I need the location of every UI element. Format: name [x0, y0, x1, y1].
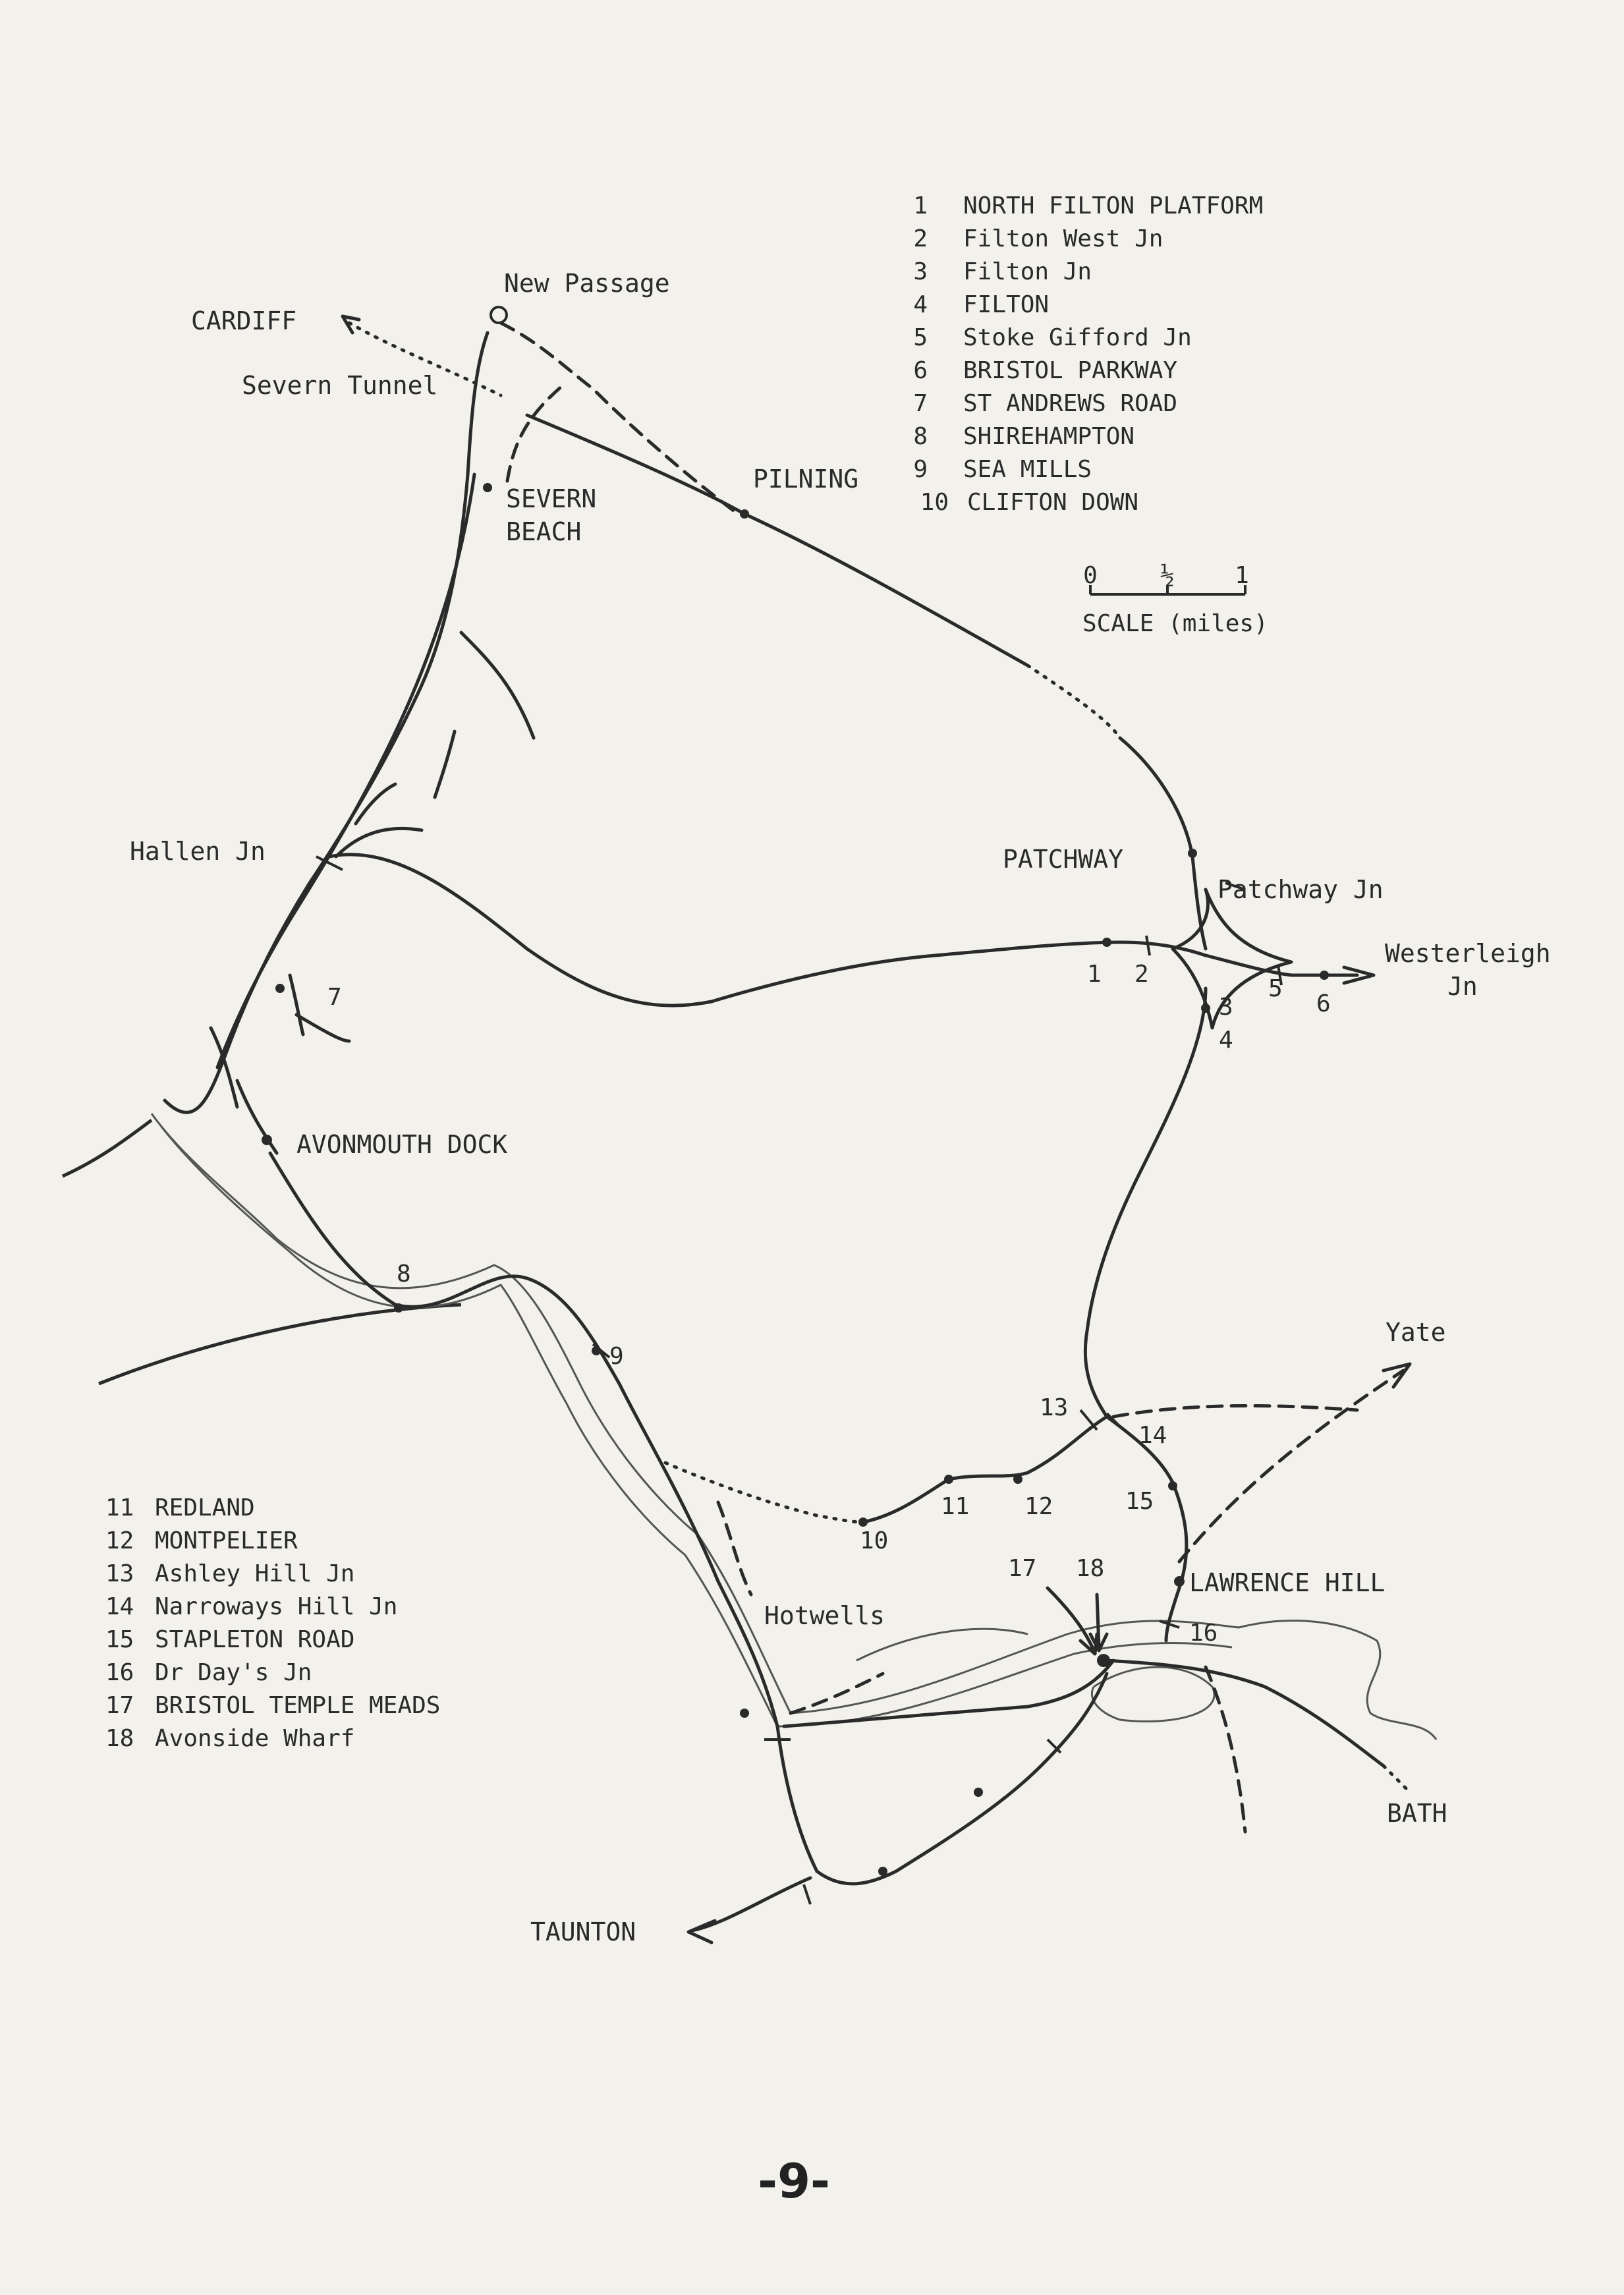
key-num: 10 — [920, 489, 949, 516]
line-dashed-south — [1206, 1667, 1245, 1832]
key-south — [105, 1494, 440, 1752]
line-clifton-down — [863, 1417, 1107, 1522]
key-name: Filton West Jn — [963, 225, 1163, 252]
key-num: 13 — [105, 1560, 134, 1587]
map-num-18: 18 — [1076, 1555, 1105, 1582]
key-name: Dr Day's Jn — [155, 1659, 312, 1686]
map-num-15: 15 — [1125, 1488, 1154, 1515]
key-num: 14 — [105, 1593, 134, 1620]
key-name: MONTPELIER — [155, 1527, 298, 1554]
label-yate: Yate — [1386, 1318, 1446, 1347]
severn-coastline — [99, 1305, 461, 1384]
map-num-4: 4 — [1219, 1027, 1233, 1054]
map-num-7: 7 — [327, 984, 342, 1011]
label-pilning: PILNING — [753, 465, 859, 494]
feeder-canal — [856, 1629, 1028, 1660]
map-num-5: 5 — [1268, 975, 1283, 1002]
key-num: 9 — [913, 456, 928, 483]
line-yate — [1113, 1405, 1357, 1417]
line-patchway-filton — [1028, 666, 1120, 738]
key-name: ST ANDREWS ROAD — [963, 390, 1178, 417]
key-north — [913, 192, 1263, 516]
key-name: Stoke Gifford Jn — [963, 324, 1192, 351]
line-temple-bath — [1107, 1660, 1384, 1766]
line-severn-beach-inner — [217, 474, 474, 1067]
line-narroways-stapleton — [1107, 1417, 1187, 1641]
key-num: 16 — [105, 1659, 134, 1686]
line-new-passage-spur — [507, 382, 567, 481]
label-avonmouth-dock: AVONMOUTH DOCK — [296, 1130, 508, 1159]
arrow-17 — [1048, 1588, 1097, 1654]
floating-harbour — [1092, 1667, 1214, 1722]
label-hallen-jn: Hallen Jn — [130, 837, 266, 866]
line-hallen-filton — [329, 855, 1206, 1006]
key-num: 5 — [913, 324, 928, 351]
arrow-18 — [1090, 1595, 1107, 1651]
line-dockside — [784, 1660, 1113, 1726]
hallen-sidings — [336, 633, 534, 857]
label-severn-beach-1: SEVERN — [506, 484, 597, 513]
map-num-1: 1 — [1087, 961, 1102, 988]
label-westerleigh-2: Jn — [1447, 972, 1478, 1001]
line-to-bath — [1384, 1766, 1410, 1792]
line-taunton — [777, 1674, 1107, 1884]
key-num: 12 — [105, 1527, 134, 1554]
key-name: BRISTOL PARKWAY — [963, 357, 1178, 384]
label-westerleigh-1: Westerleigh — [1385, 939, 1551, 968]
key-num: 2 — [913, 225, 928, 252]
page-number: -9- — [758, 2153, 830, 2209]
label-cardiff: CARDIFF — [191, 306, 297, 335]
key-num: 6 — [913, 357, 928, 384]
scale-tick-half: ½ — [1160, 562, 1175, 589]
avon-coast — [63, 1120, 152, 1176]
label-lawrence-hill: LAWRENCE HILL — [1189, 1568, 1386, 1597]
key-name: STAPLETON ROAD — [155, 1626, 355, 1653]
scale-tick-1: 1 — [1235, 562, 1249, 589]
line-severn-beach — [165, 333, 488, 1112]
key-name: CLIFTON DOWN — [967, 489, 1139, 516]
key-num: 3 — [913, 258, 928, 285]
scale-caption: SCALE (miles) — [1082, 610, 1268, 637]
key-num: 4 — [913, 291, 928, 318]
scale-bar — [1082, 562, 1268, 637]
key-name: REDLAND — [155, 1494, 255, 1521]
map-num-14: 14 — [1138, 1422, 1167, 1449]
line-clifton-tunnel — [665, 1463, 863, 1522]
key-name: Ashley Hill Jn — [155, 1560, 355, 1587]
map-num-17: 17 — [1008, 1555, 1037, 1582]
key-name: SEA MILLS — [963, 456, 1092, 483]
label-severn-beach-2: BEACH — [506, 517, 582, 546]
line-patchway-south — [1120, 738, 1206, 949]
map-num-9: 9 — [609, 1343, 624, 1370]
key-name: Filton Jn — [963, 258, 1092, 285]
key-num: 18 — [105, 1725, 134, 1752]
map-num-16: 16 — [1189, 1620, 1218, 1647]
line-tunnel-patchway — [527, 415, 1028, 666]
map-num-2: 2 — [1134, 961, 1149, 988]
scale-tick-0: 0 — [1083, 562, 1098, 589]
key-num: 7 — [913, 390, 928, 417]
key-num: 17 — [105, 1692, 134, 1719]
key-num: 1 — [913, 192, 928, 219]
key-num: 15 — [105, 1626, 134, 1653]
map-num-11: 11 — [941, 1493, 970, 1520]
arrow-taunton — [688, 1921, 715, 1942]
map-num-6: 6 — [1316, 990, 1331, 1017]
key-name: NORTH FILTON PLATFORM — [963, 192, 1264, 219]
map-num-12: 12 — [1024, 1493, 1053, 1520]
map-num-10: 10 — [860, 1527, 889, 1554]
label-hotwells: Hotwells — [764, 1601, 885, 1630]
line-dashed-hotwells — [718, 1502, 751, 1595]
label-bath: BATH — [1387, 1799, 1447, 1828]
key-name: BRISTOL TEMPLE MEADS — [155, 1692, 441, 1719]
station-markers — [262, 307, 1329, 1876]
key-name: Narroways Hill Jn — [155, 1593, 398, 1620]
map-num-3: 3 — [1219, 994, 1233, 1021]
label-severn-tunnel: Severn Tunnel — [242, 371, 438, 400]
map-num-13: 13 — [1040, 1394, 1069, 1421]
key-num: 8 — [913, 423, 928, 450]
line-yate-2 — [1179, 1371, 1403, 1562]
key-name: SHIREHAMPTON — [963, 423, 1135, 450]
key-name: FILTON — [963, 291, 1050, 318]
key-num: 11 — [105, 1494, 134, 1521]
label-patchway-jn: Patchway Jn — [1218, 875, 1384, 904]
label-new-passage: New Passage — [504, 269, 670, 298]
junction-ticks — [316, 857, 1281, 1904]
label-patchway: PATCHWAY — [1003, 845, 1124, 874]
map-num-8: 8 — [397, 1261, 411, 1288]
key-name: Avonside Wharf — [155, 1725, 355, 1752]
line-filton-south — [1085, 988, 1206, 1417]
label-taunton: TAUNTON — [530, 1917, 636, 1946]
